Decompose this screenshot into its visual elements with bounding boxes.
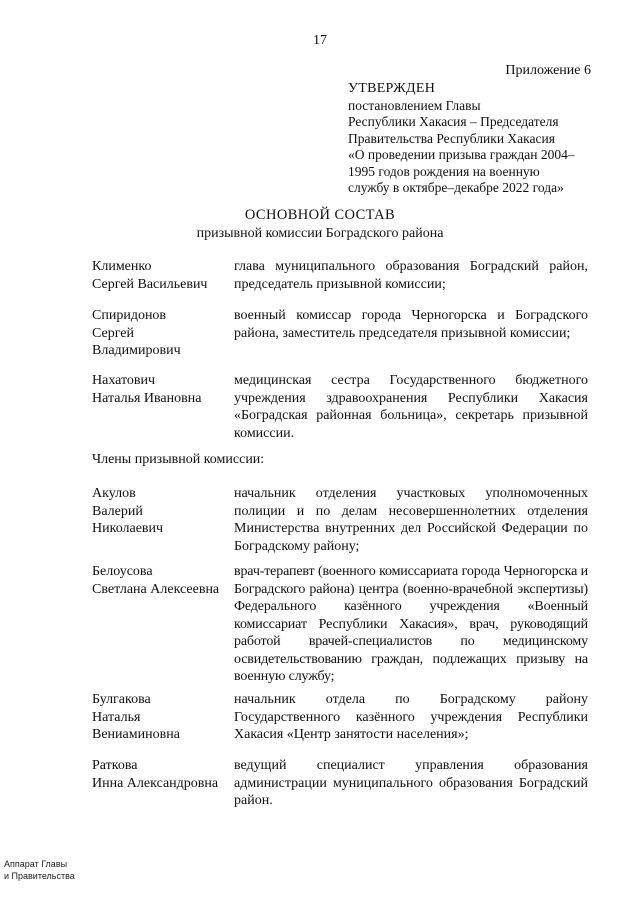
- person-name: Клименко Сергей Васильевич: [92, 259, 208, 292]
- approval-block: [348, 80, 598, 196]
- person-name: Раткова Инна Александровна: [92, 758, 219, 791]
- person-name: Спиридонов Сергей Владимирович: [92, 308, 181, 358]
- approval-line: «О проведении призыва граждан 2004–: [348, 147, 575, 163]
- person-position: начальник отдела по Боградскому району Государственного казённого учреждения Республики Хакасия «Центр занятости населения»;: [234, 692, 588, 742]
- person-position: военный комиссар города Черногорска и Боградского района, заместитель председателя призывной комиссии;: [234, 308, 588, 341]
- page-number: 17: [313, 33, 327, 48]
- person-name: Нахатович Наталья Ивановна: [92, 373, 202, 406]
- approval-title: УТВЕРЖДЕН: [348, 81, 436, 96]
- person-position: медицинская сестра Государственного бюджетного учреждения здравоохранения Республики Хакасия «Боградская районная больница», секретарь призывной комиссии.: [234, 373, 588, 441]
- approval-line: Республики Хакасия – Председателя: [348, 114, 559, 130]
- stamp-line: Аппарат Главы: [4, 859, 68, 869]
- members-label: Члены призывной комиссии:: [92, 452, 265, 467]
- person-name: Акулов Валерий Николаевич: [92, 486, 164, 536]
- person-position: врач-терапевт (военного комиссариата города Черногорска и Боградского района) центра (военно-врачебной экспертизы) Федерального казённого учреждения «Военный комиссариат Республики Хакасия», врач, руководящий работой врачей-специалистов по медицинскому освидетельствованию граждан, подлежащих призыву на военную службу;: [234, 564, 588, 684]
- approval-line: 1995 годов рождения на военную: [348, 163, 540, 179]
- person-name: Булгакова Наталья Вениаминовна: [92, 692, 180, 742]
- document-subtitle: призывной комиссии Боградского района: [196, 226, 444, 241]
- person-position: глава муниципального образования Боградский район, председатель призывной комиссии;: [234, 259, 588, 292]
- approval-line: службу в октябре–декабре 2022 года»: [348, 180, 564, 196]
- person-position: ведущий специалист управления образования администрации муниципального образования Боградский район.: [234, 758, 588, 808]
- approval-line: Правительства Республики Хакасия: [348, 130, 555, 146]
- stamp-line: и Правительства: [4, 871, 75, 881]
- appendix-label: Приложение 6: [505, 63, 591, 78]
- person-name: Белоусова Светлана Алексеевна: [92, 564, 220, 597]
- person-position: начальник отделения участковых уполномоченных полиции и по делам несовершеннолетних отделения Министерства внутренних дел Российской Федерации по Боградскому району;: [234, 486, 588, 554]
- approval-line: постановлением Главы: [348, 98, 481, 113]
- document-title: ОСНОВНОЙ СОСТАВ: [244, 207, 396, 223]
- office-stamp: [4, 858, 75, 882]
